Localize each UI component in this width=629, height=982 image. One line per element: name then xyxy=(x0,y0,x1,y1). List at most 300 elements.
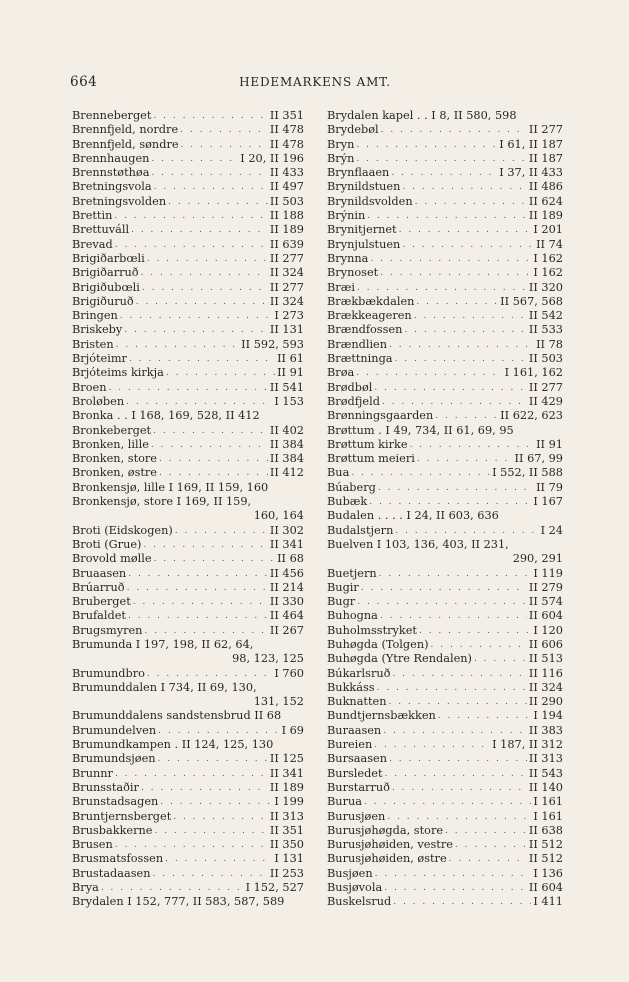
entry-reference: II 290 xyxy=(528,695,563,709)
index-entry xyxy=(327,352,563,366)
leader-dots xyxy=(154,824,267,838)
entry-name: Brumundsjøen xyxy=(72,752,156,766)
entry-name: Brjóteimr xyxy=(72,352,127,366)
leader-dots xyxy=(385,767,527,781)
index-entry xyxy=(327,567,563,581)
entry-reference: II 592, 593 xyxy=(241,337,304,351)
entry-name: Brufaldet xyxy=(72,609,126,623)
leader-dots xyxy=(364,795,531,809)
entry-reference: I 411 xyxy=(533,895,563,909)
leader-dots xyxy=(115,838,268,852)
entry-reference: II 302 xyxy=(269,523,304,537)
entry-reference: II 433 xyxy=(269,166,304,180)
page-title: HEDEMARKENS AMT. xyxy=(239,75,391,89)
entry-name: Búaberg xyxy=(327,480,376,494)
entry-name: Brynjulstuen xyxy=(327,237,401,251)
entry-name: Bretningsvola xyxy=(72,180,152,194)
entry-name: Brøttum . I 49, 734, II 61, 69, 95 xyxy=(327,423,514,437)
entry-reference: I 201 xyxy=(533,223,563,237)
index-entry xyxy=(327,409,563,423)
leader-dots xyxy=(158,752,268,766)
entry-reference: II 267 xyxy=(269,623,304,637)
index-entry xyxy=(327,481,563,495)
index-entry xyxy=(327,295,563,309)
entry-name: Bræi xyxy=(327,280,355,294)
index-entry xyxy=(327,638,563,652)
entry-name: Brøttum meieri xyxy=(327,452,415,466)
index-entry xyxy=(327,381,563,395)
index-entry xyxy=(72,695,304,709)
leader-dots xyxy=(416,295,498,309)
entry-reference: II 429 xyxy=(528,394,563,408)
entry-name: Bundtjernsbækken xyxy=(327,709,436,723)
leader-dots xyxy=(417,452,513,466)
entry-name: Brugsmyren xyxy=(72,623,143,637)
leader-dots xyxy=(357,281,527,295)
entry-name: Brenneberget xyxy=(72,109,152,122)
index-entry xyxy=(327,724,563,738)
index-entry xyxy=(327,709,563,723)
index-entry xyxy=(327,495,563,509)
index-entry xyxy=(327,652,563,666)
entry-reference: I 69 xyxy=(281,723,304,737)
index-entry xyxy=(72,366,304,380)
entry-reference: I 61, II 187 xyxy=(499,137,563,151)
index-entry xyxy=(327,195,563,209)
entry-name: Broen xyxy=(72,380,107,394)
leader-dots xyxy=(393,895,531,909)
entry-reference: II 512 xyxy=(528,852,563,866)
entry-reference: II 68 xyxy=(277,552,304,566)
index-entry xyxy=(327,681,563,695)
entry-name: Bryn xyxy=(327,137,355,151)
leader-dots xyxy=(160,795,272,809)
entry-name: Brusbakkerne xyxy=(72,823,153,837)
entry-reference: I 153 xyxy=(274,394,304,408)
leader-dots xyxy=(438,709,532,723)
entry-reference: II 189 xyxy=(269,780,304,794)
entry-name: Buhøgda (Tolgen) xyxy=(327,637,429,651)
leader-dots xyxy=(136,295,268,309)
entry-name: Bronka . . I 168, 169, 528, II 412 xyxy=(72,409,260,423)
entry-name: Burstarruð xyxy=(327,780,390,794)
index-entry xyxy=(72,266,304,280)
entry-name: Bristen xyxy=(72,337,114,351)
index-entry xyxy=(72,252,304,266)
entry-name: Brynildstuen xyxy=(327,180,401,194)
index-entry xyxy=(327,109,563,123)
leader-dots xyxy=(153,867,268,881)
entry-name: Burusjøhøiden, vestre xyxy=(327,838,453,852)
index-entry xyxy=(72,323,304,337)
entry-name: Búkarlsruð xyxy=(327,666,391,680)
entry-name: Brynitjernet xyxy=(327,223,397,237)
index-entry xyxy=(72,281,304,295)
index-entry xyxy=(327,881,563,895)
entry-name: Bruberget xyxy=(72,595,131,609)
entry-reference: I 162 xyxy=(533,251,563,265)
entry-name: Brigiðuruð xyxy=(72,294,134,308)
leader-dots xyxy=(175,524,268,538)
entry-name: Brjóteims kirkja xyxy=(72,366,164,380)
leader-dots xyxy=(419,624,531,638)
index-entry xyxy=(327,524,563,538)
entry-name: Burusjøen xyxy=(327,809,386,823)
entry-name: Brennfjeld, søndre xyxy=(72,137,179,151)
entry-name: Bua xyxy=(327,466,350,480)
index-entry xyxy=(327,309,563,323)
index-entry xyxy=(72,409,304,423)
leader-dots xyxy=(127,581,268,595)
entry-reference: II 541 xyxy=(269,380,304,394)
entry-reference: I 199 xyxy=(274,795,304,809)
entry-name: Buelven I 103, 136, 403, II 231, xyxy=(327,537,509,551)
index-entry xyxy=(327,138,563,152)
entry-name: Bringen xyxy=(72,309,118,323)
index-entry xyxy=(72,209,304,223)
index-entry xyxy=(327,166,563,180)
index-entry xyxy=(327,424,563,438)
entry-reference: II 140 xyxy=(528,780,563,794)
entry-name: Bugr xyxy=(327,595,356,609)
index-entry xyxy=(72,652,304,666)
entry-name: Busjøen xyxy=(327,866,373,880)
index-entry xyxy=(72,466,304,480)
leader-dots xyxy=(449,852,527,866)
entry-name: Brustadaasen xyxy=(72,866,151,880)
entry-reference: I 167 xyxy=(533,495,563,509)
entry-name: Brunnr xyxy=(72,766,113,780)
index-entry xyxy=(72,581,304,595)
entry-reference: 290, 291 xyxy=(512,552,563,566)
index-entry xyxy=(327,338,563,352)
entry-reference: I 187, II 312 xyxy=(492,738,563,752)
entry-name: Bronken, lille xyxy=(72,437,149,451)
leader-dots xyxy=(375,867,532,881)
leader-dots xyxy=(142,281,268,295)
entry-reference: II 277 xyxy=(269,280,304,294)
index-entry xyxy=(327,824,563,838)
leader-dots xyxy=(395,352,527,366)
entry-reference: II 542 xyxy=(528,309,563,323)
leader-dots xyxy=(402,180,527,194)
entry-reference: II 512 xyxy=(528,838,563,852)
leader-dots xyxy=(165,852,272,866)
entry-name: Brettin xyxy=(72,209,113,223)
entry-reference: II 125 xyxy=(269,752,304,766)
entry-reference: II 503 xyxy=(269,194,304,208)
leader-dots xyxy=(154,552,276,566)
entry-reference: II 341 xyxy=(269,537,304,551)
entry-name: Budalen . . . . I 24, II 603, 636 xyxy=(327,509,499,523)
index-entry xyxy=(72,180,304,194)
entry-name: Broløben xyxy=(72,394,125,408)
index-entry xyxy=(72,667,304,681)
entry-name: Brynflaaen xyxy=(327,166,390,180)
leader-dots xyxy=(144,624,267,638)
entry-name: Brigiðarruð xyxy=(72,266,139,280)
entry-reference: II 330 xyxy=(269,595,304,609)
leader-dots xyxy=(159,452,268,466)
entry-name: Buhogna xyxy=(327,609,378,623)
leader-dots xyxy=(361,581,527,595)
leader-dots xyxy=(128,609,268,623)
entry-reference: II 351 xyxy=(269,823,304,837)
entry-reference: II 324 xyxy=(269,266,304,280)
entry-name: Brusen xyxy=(72,838,113,852)
index-entry xyxy=(327,752,563,766)
index-entry xyxy=(327,452,563,466)
entry-reference: II 503 xyxy=(528,352,563,366)
entry-name: Buetjern xyxy=(327,566,377,580)
index-entry xyxy=(72,424,304,438)
entry-name: Brumunda I 197, 198, II 62, 64, xyxy=(72,637,254,651)
entry-name: Brennhaugen xyxy=(72,151,150,165)
leader-dots xyxy=(379,567,532,581)
leader-dots xyxy=(116,338,240,352)
entry-reference: II 253 xyxy=(269,866,304,880)
leader-dots xyxy=(388,695,526,709)
entry-name: Brýn xyxy=(327,151,355,165)
index-entry xyxy=(327,509,563,523)
entry-reference: II 464 xyxy=(269,609,304,623)
leader-dots xyxy=(120,309,273,323)
leader-dots xyxy=(180,123,268,137)
leader-dots xyxy=(384,881,527,895)
entry-reference: I 20, II 196 xyxy=(240,151,304,165)
entry-name: Broti (Eidskogen) xyxy=(72,523,173,537)
index-entry xyxy=(72,524,304,538)
leader-dots xyxy=(124,323,268,337)
index-entry xyxy=(72,638,304,652)
entry-name: Brækkeageren xyxy=(327,309,412,323)
index-entry xyxy=(327,867,563,881)
leader-dots xyxy=(389,752,527,766)
entry-reference: I 152, 527 xyxy=(245,881,304,895)
index-entry xyxy=(327,810,563,824)
entry-name: Bronken, østre xyxy=(72,466,157,480)
index-entry xyxy=(72,824,304,838)
entry-reference: II 313 xyxy=(528,752,563,766)
leader-dots xyxy=(131,223,268,237)
entry-reference: II 622, 623 xyxy=(500,409,563,423)
entry-name: Brødbøl xyxy=(327,380,373,394)
entry-name: Brydebøl xyxy=(327,123,379,137)
index-entry xyxy=(327,581,563,595)
index-entry xyxy=(72,195,304,209)
index-entry xyxy=(327,466,563,480)
leader-dots xyxy=(377,681,527,695)
entry-reference: I 131 xyxy=(274,852,304,866)
entry-reference: II 478 xyxy=(269,137,304,151)
entry-reference: II 320 xyxy=(528,280,563,294)
leader-dots xyxy=(474,652,527,666)
entry-name: Brynna xyxy=(327,251,369,265)
entry-reference: I 552, II 588 xyxy=(492,466,563,480)
entry-name: Brigiðarbœli xyxy=(72,251,145,265)
entry-name: Bruntjernsberget xyxy=(72,809,172,823)
index-entry xyxy=(327,781,563,795)
leader-dots xyxy=(381,123,527,137)
entry-name: Brumundkampen . II 124, 125, 130 xyxy=(72,738,274,752)
index-entry xyxy=(72,309,304,323)
entry-name: Brynildsvolden xyxy=(327,194,413,208)
entry-reference: I 161 xyxy=(533,809,563,823)
index-entry xyxy=(327,538,563,552)
index-column-left xyxy=(72,109,304,910)
leader-dots xyxy=(147,667,272,681)
index-entry xyxy=(72,223,304,237)
entry-name: Burusjøhøiden, østre xyxy=(327,852,447,866)
index-entry xyxy=(72,238,304,252)
index-entry xyxy=(327,209,563,223)
entry-name: Broti (Grue) xyxy=(72,537,142,551)
leader-dots xyxy=(435,409,498,423)
entry-reference: II 131 xyxy=(269,323,304,337)
leader-dots xyxy=(133,595,268,609)
entry-reference: I 161, 162 xyxy=(504,366,563,380)
entry-reference: II 606 xyxy=(528,637,563,651)
index-entry xyxy=(327,767,563,781)
index-entry xyxy=(327,366,563,380)
entry-reference: I 136 xyxy=(533,866,563,880)
index-entry xyxy=(72,609,304,623)
entry-reference: I 120 xyxy=(533,623,563,637)
index-entry xyxy=(72,123,304,137)
entry-reference: II 61 xyxy=(277,352,304,366)
index-entry xyxy=(72,352,304,366)
entry-name: Briskeby xyxy=(72,323,123,337)
entry-name: Buraasen xyxy=(327,723,382,737)
entry-name: Brynoset xyxy=(327,266,379,280)
entry-name: Brydalen I 152, 777, II 583, 587, 589 xyxy=(72,895,285,909)
entry-reference: II 384 xyxy=(269,452,304,466)
entry-name: Brøttum kirke xyxy=(327,437,408,451)
leader-dots xyxy=(445,824,527,838)
entry-name: Buholmsstryket xyxy=(327,623,417,637)
entry-name: Brønningsgaarden xyxy=(327,409,434,423)
entry-reference: II 189 xyxy=(269,223,304,237)
index-entry xyxy=(72,795,304,809)
entry-reference: 160, 164 xyxy=(253,509,304,523)
entry-name: Brydalen kapel . . I 8, II 580, 598 xyxy=(327,109,517,122)
index-entry xyxy=(327,238,563,252)
entry-reference: II 189 xyxy=(528,209,563,223)
entry-name: Bursledet xyxy=(327,766,383,780)
entry-name: Bureien xyxy=(327,738,373,752)
index-entry xyxy=(72,681,304,695)
entry-name: Brumunddalen I 734, II 69, 130, xyxy=(72,680,257,694)
index-entry xyxy=(72,395,304,409)
index-entry xyxy=(327,795,563,809)
entry-reference: II 567, 568 xyxy=(500,294,563,308)
leader-dots xyxy=(115,767,268,781)
index-entry xyxy=(72,509,304,523)
leader-dots xyxy=(455,838,527,852)
leader-dots xyxy=(151,166,267,180)
leader-dots xyxy=(159,466,268,480)
index-entry xyxy=(72,567,304,581)
entry-reference: II 116 xyxy=(528,666,563,680)
index-entry xyxy=(72,452,304,466)
entry-name: Buknatten xyxy=(327,695,387,709)
entry-reference: II 412 xyxy=(269,466,304,480)
entry-name: Brumunddalens sandstensbrud II 68 xyxy=(72,709,282,723)
entry-name: Buruа xyxy=(327,795,362,809)
entry-name: Brusmatsfossen xyxy=(72,852,164,866)
entry-reference: II 402 xyxy=(269,423,304,437)
leader-dots xyxy=(357,595,527,609)
entry-reference: II 604 xyxy=(528,881,563,895)
entry-name: Brøa xyxy=(327,366,355,380)
entry-name: Brumundbro xyxy=(72,666,145,680)
leader-dots xyxy=(351,466,490,480)
entry-reference: II 279 xyxy=(528,580,563,594)
entry-reference: II 91 xyxy=(277,366,304,380)
leader-dots xyxy=(431,638,527,652)
entry-reference: II 574 xyxy=(528,595,563,609)
index-entry xyxy=(72,166,304,180)
entry-reference: II 456 xyxy=(269,566,304,580)
entry-name: Brovold mølle xyxy=(72,552,152,566)
entry-name: Brevad xyxy=(72,237,113,251)
entry-name: Bronkensjø, lille I 169, II 159, 160 xyxy=(72,480,269,494)
index-entry xyxy=(72,295,304,309)
entry-name: Bronkeberget xyxy=(72,423,152,437)
entry-reference: II 639 xyxy=(269,237,304,251)
entry-name: Brýnin xyxy=(327,209,366,223)
index-entry xyxy=(327,895,563,909)
leader-dots xyxy=(141,781,268,795)
leader-dots xyxy=(141,266,268,280)
index-entry xyxy=(327,838,563,852)
index-entry xyxy=(327,281,563,295)
index-entry xyxy=(72,138,304,152)
entry-name: Bretningsvolden xyxy=(72,194,167,208)
entry-reference: I 119 xyxy=(533,566,563,580)
leader-dots xyxy=(402,238,534,252)
index-entry xyxy=(72,781,304,795)
leader-dots xyxy=(181,138,268,152)
entry-reference: I 273 xyxy=(274,309,304,323)
index-entry xyxy=(72,595,304,609)
index-entry xyxy=(72,538,304,552)
index-entry xyxy=(72,838,304,852)
entry-reference: II 604 xyxy=(528,609,563,623)
entry-reference: I 161 xyxy=(533,795,563,809)
entry-name: Brúarruð xyxy=(72,580,125,594)
leader-dots xyxy=(114,209,268,223)
leader-dots xyxy=(108,381,267,395)
entry-name: Brødfjeld xyxy=(327,394,380,408)
entry-name: Bruaasen xyxy=(72,566,127,580)
index-entry xyxy=(72,895,304,909)
index-entry xyxy=(327,180,563,194)
entry-name: Brigiðubœli xyxy=(72,280,140,294)
entry-name: Brumundelven xyxy=(72,723,157,737)
entry-reference: II 91 xyxy=(536,437,563,451)
entry-reference: II 383 xyxy=(528,723,563,737)
leader-dots xyxy=(389,338,534,352)
entry-reference: II 543 xyxy=(528,766,563,780)
index-entry xyxy=(327,595,563,609)
index-entry xyxy=(72,624,304,638)
leader-dots xyxy=(374,381,527,395)
leader-dots xyxy=(166,366,275,380)
index-entry xyxy=(327,695,563,709)
index-entry xyxy=(327,323,563,337)
entry-reference: II 214 xyxy=(269,580,304,594)
